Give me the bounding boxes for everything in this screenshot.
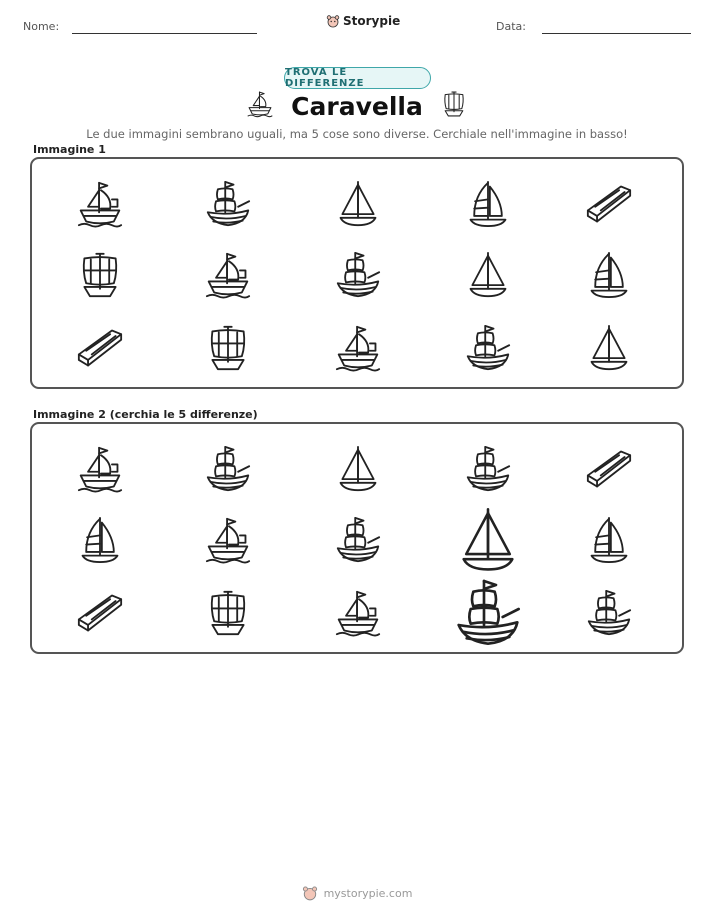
picture-cell[interactable]	[335, 588, 381, 638]
sailboat-striped-icon	[465, 179, 511, 229]
caravel-ship-icon	[205, 250, 251, 300]
picture-cell[interactable]	[451, 577, 525, 649]
storypie-mascot-icon	[326, 14, 340, 28]
picture-cell[interactable]	[456, 505, 520, 575]
picture-cell	[205, 179, 251, 229]
footer-url[interactable]: mystorypie.com	[323, 886, 413, 900]
picture-cell	[77, 179, 123, 229]
galleon-ship-icon	[205, 179, 251, 229]
galleon-ship-icon	[465, 444, 511, 494]
sailboat-striped-icon	[586, 250, 632, 300]
title-ship-right-icon	[441, 90, 467, 122]
wooden-plank-icon	[77, 588, 123, 638]
picture-cell[interactable]	[77, 444, 123, 494]
galleon-ship-icon	[335, 515, 381, 565]
galleon-ship-icon	[586, 588, 632, 638]
panel-2-label: Immagine 2 (cerchia le 5 differenze)	[33, 408, 258, 421]
wooden-plank-icon	[586, 444, 632, 494]
picture-cell[interactable]	[205, 588, 251, 638]
caravel-ship-icon	[247, 90, 273, 118]
picture-cell	[77, 250, 123, 300]
picture-cell[interactable]	[586, 515, 632, 565]
worksheet-type-badge: TROVA LE DIFFERENZE	[284, 67, 431, 89]
picture-cell	[465, 250, 511, 300]
picture-cell[interactable]	[77, 588, 123, 638]
sailboat-icon	[456, 505, 520, 575]
sailboat-striped-icon	[586, 515, 632, 565]
picture-cell[interactable]	[77, 515, 123, 565]
viking-sail-ship-icon	[205, 323, 251, 373]
picture-cell	[586, 250, 632, 300]
caravel-ship-icon	[77, 444, 123, 494]
picture-cell[interactable]	[205, 515, 251, 565]
picture-cell	[465, 179, 511, 229]
picture-cell	[335, 179, 381, 229]
galleon-ship-icon	[205, 444, 251, 494]
picture-cell	[205, 323, 251, 373]
viking-sail-ship-icon	[441, 90, 467, 118]
date-field[interactable]	[542, 33, 691, 34]
instructions: Le due immagini sembrano uguali, ma 5 cose sono diverse. Cerchiale nell'immagine in basso!	[86, 127, 628, 141]
image-2-panel[interactable]	[30, 422, 684, 654]
name-label: Nome:	[23, 20, 60, 33]
picture-cell[interactable]	[335, 515, 381, 565]
picture-cell[interactable]	[205, 444, 251, 494]
title-row	[0, 90, 714, 122]
panel-1-label: Immagine 1	[33, 143, 106, 156]
sailboat-icon	[335, 444, 381, 494]
picture-cell	[586, 323, 632, 373]
galleon-ship-icon	[335, 250, 381, 300]
picture-cell[interactable]	[586, 588, 632, 638]
galleon-ship-icon	[465, 323, 511, 373]
picture-cell	[205, 250, 251, 300]
picture-cell	[335, 250, 381, 300]
picture-cell[interactable]	[586, 444, 632, 494]
picture-cell[interactable]	[465, 444, 511, 494]
galleon-ship-icon	[451, 577, 525, 649]
wooden-plank-icon	[77, 323, 123, 373]
page-title: Caravella	[291, 91, 423, 121]
sailboat-icon	[586, 323, 632, 373]
sailboat-icon	[465, 250, 511, 300]
wooden-plank-icon	[586, 179, 632, 229]
name-field[interactable]	[72, 33, 257, 34]
caravel-ship-icon	[77, 179, 123, 229]
viking-sail-ship-icon	[77, 250, 123, 300]
picture-cell	[586, 179, 632, 229]
viking-sail-ship-icon	[205, 588, 251, 638]
picture-cell	[335, 323, 381, 373]
footer	[0, 885, 714, 901]
brand-name: Storypie	[343, 14, 401, 28]
caravel-ship-icon	[205, 515, 251, 565]
sailboat-striped-icon	[77, 515, 123, 565]
caravel-ship-icon	[335, 323, 381, 373]
picture-cell[interactable]	[335, 444, 381, 494]
storypie-mascot-icon	[302, 885, 318, 901]
sailboat-icon	[335, 179, 381, 229]
date-label: Data:	[496, 20, 526, 33]
brand-logo	[326, 14, 400, 28]
title-ship-left-icon	[247, 90, 273, 122]
picture-cell	[465, 323, 511, 373]
picture-cell	[77, 323, 123, 373]
image-1-panel	[30, 157, 684, 389]
caravel-ship-icon	[335, 588, 381, 638]
